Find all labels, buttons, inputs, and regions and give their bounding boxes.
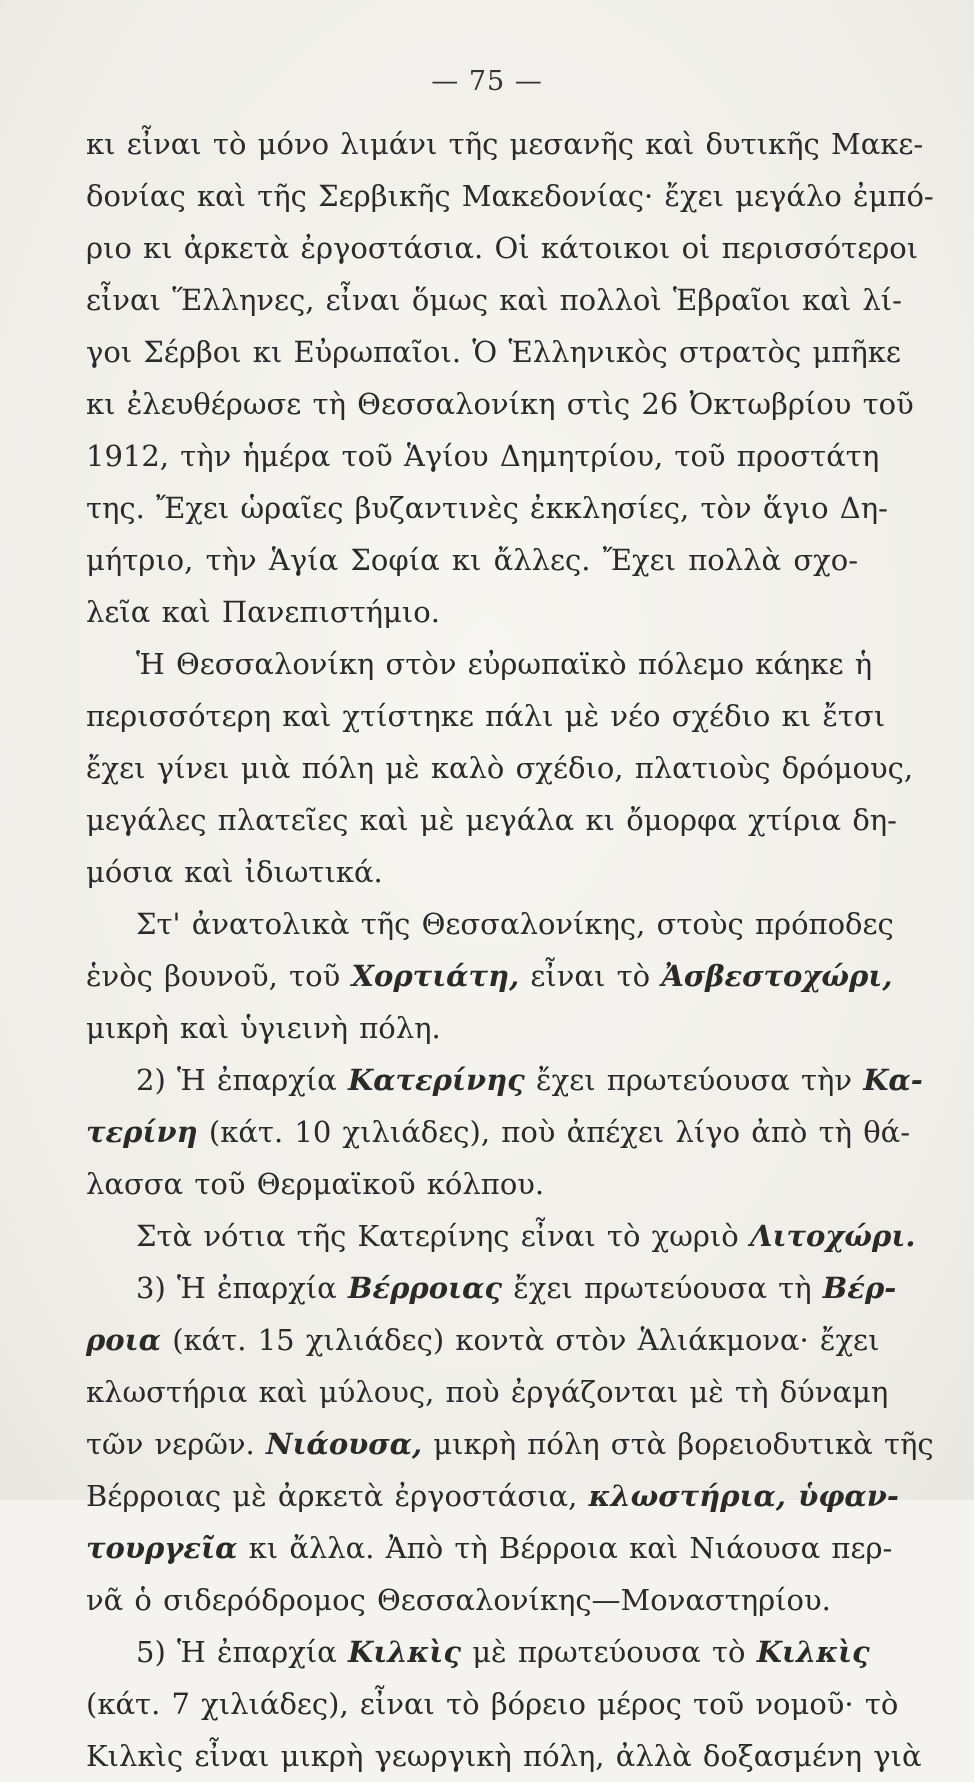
text-line: (κάτ. 7 χιλιάδες), εἶναι τὸ βόρειο μέρος τοῦ νομοῦ· τὸ	[86, 1687, 899, 1721]
text-line: δονίας καὶ τῆς Σερβικῆς Μακεδονίας· ἔχει μεγάλο ἐμπό-	[86, 179, 934, 213]
text-line: της. Ἔχει ὡραῖες βυζαντινὲς ἐκκλησίες, τὸν ἅγιο Δη-	[86, 491, 888, 525]
text-line: Ἡ Θεσσαλονίκη στὸν εὐρωπαϊκὸ πόλεμο κάηκε ἡ	[136, 647, 873, 681]
emphasized-term: Κιλκὶς	[756, 1635, 870, 1669]
emphasized-term: ροια	[86, 1323, 161, 1357]
text-line: τερίνη (κάτ. 10 χιλιάδες), ποὺ ἀπέχει λίγο ἀπὸ τὴ θά-	[86, 1115, 911, 1149]
text-line: κι εἶναι τὸ μόνο λιμάνι τῆς μεσανῆς καὶ δυτικῆς Μακε-	[86, 127, 924, 161]
text-line: τουργεῖα κι ἄλλα. Ἀπὸ τὴ Βέρροια καὶ Νιάουσα περ-	[86, 1531, 893, 1565]
text-line: ριο κι ἀρκετὰ ἐργοστάσια. Οἱ κάτοικοι οἱ περισσότεροι	[86, 231, 919, 265]
text-line: κι ἐλευθέρωσε τὴ Θεσσαλονίκη στὶς 26 Ὀκτωβρίου τοῦ	[86, 387, 914, 421]
text-line: ἔχει γίνει μιὰ πόλη μὲ καλὸ σχέδιο, πλατιοὺς δρόμους,	[86, 751, 914, 785]
text-line: νᾶ ὁ σιδερόδρομος Θεσσαλονίκης—Μοναστηρίου.	[86, 1583, 831, 1617]
text-line: εἶναι Ἕλληνες, εἶναι ὅμως καὶ πολλοὶ Ἑβραῖοι καὶ λί-	[86, 283, 902, 317]
text-line: μεγάλες πλατεῖες καὶ μὲ μεγάλα κι ὄμορφα χτίρια δη-	[86, 803, 897, 837]
text-line: Στ' ἀνατολικὰ τῆς Θεσσαλονίκης, στοὺς πρόποδες	[136, 907, 894, 941]
body-text	[86, 118, 934, 1782]
page-number: — 75 —	[431, 66, 543, 97]
text-line: λεῖα καὶ Πανεπιστήμιο.	[86, 595, 440, 629]
text-line: 2) Ἡ ἐπαρχία Κατερίνης ἔχει πρωτεύουσα τὴν Κα-	[136, 1063, 923, 1097]
text-line: μήτριο, τὴν Ἁγία Σοφία κι ἄλλες. Ἔχει πολλὰ σχο-	[86, 543, 858, 577]
text-line: 1912, τὴν ἡμέρα τοῦ Ἁγίου Δημητρίου, τοῦ προστάτη	[86, 439, 880, 473]
text-line: Στὰ νότια τῆς Κατερίνης εἶναι τὸ χωριὸ Λιτοχώρι.	[136, 1219, 916, 1253]
text-line: Κιλκὶς εἶναι μικρὴ γεωργικὴ πόλη, ἀλλὰ δοξασμένη γιὰ	[86, 1739, 922, 1773]
emphasized-term: Λιτοχώρι.	[749, 1219, 916, 1253]
text-line: περισσότερη καὶ χτίστηκε πάλι μὲ νέο σχέδιο κι ἔτσι	[86, 699, 886, 733]
text-line: ἑνὸς βουνοῦ, τοῦ Χορτιάτη, εἶναι τὸ Ἀσβεστοχώρι,	[86, 959, 893, 993]
emphasized-term: Βέρ-	[822, 1271, 897, 1305]
text-line: μόσια καὶ ἰδιωτικά.	[86, 855, 383, 889]
emphasized-term: Κα-	[863, 1063, 923, 1097]
emphasized-term: τερίνη	[86, 1115, 198, 1149]
text-line: κλωστήρια καὶ μύλους, ποὺ ἐργάζονται μὲ τὴ δύναμη	[86, 1375, 889, 1409]
text-line: τῶν νερῶν. Νιάουσα, μικρὴ πόλη στὰ βορειοδυτικὰ τῆς	[86, 1427, 934, 1461]
text-line: 5) Ἡ ἐπαρχία Κιλκὶς μὲ πρωτεύουσα τὸ Κιλκὶς	[136, 1635, 870, 1669]
emphasized-term: Νιάουσα,	[265, 1427, 423, 1461]
text-line: γοι Σέρβοι κι Εὐρωπαῖοι. Ὁ Ἑλληνικὸς στρατὸς μπῆκε	[86, 335, 901, 369]
emphasized-term: Κατερίνης	[347, 1063, 525, 1097]
emphasized-term: τουργεῖα	[86, 1531, 238, 1565]
text-line: ροια (κάτ. 15 χιλιάδες) κοντὰ στὸν Ἁλιάκμονα· ἔχει	[86, 1323, 880, 1357]
emphasized-term: Ἀσβεστοχώρι,	[661, 959, 893, 993]
text-line: μικρὴ καὶ ὑγιεινὴ πόλη.	[86, 1011, 441, 1045]
emphasized-term: Χορτιάτη,	[351, 959, 520, 993]
text-line: Βέρροιας μὲ ἀρκετὰ ἐργοστάσια, κλωστήρια, ὑφαν-	[86, 1479, 899, 1513]
text-line: 3) Ἡ ἐπαρχία Βέρροιας ἔχει πρωτεύουσα τὴ Βέρ-	[136, 1271, 897, 1305]
text-line: λασσα τοῦ Θερμαϊκοῦ κόλπου.	[86, 1167, 545, 1201]
emphasized-term: κλωστήρια, ὑφαν-	[588, 1479, 899, 1513]
emphasized-term: Κιλκὶς	[347, 1635, 461, 1669]
emphasized-term: Βέρροιας	[347, 1271, 503, 1305]
